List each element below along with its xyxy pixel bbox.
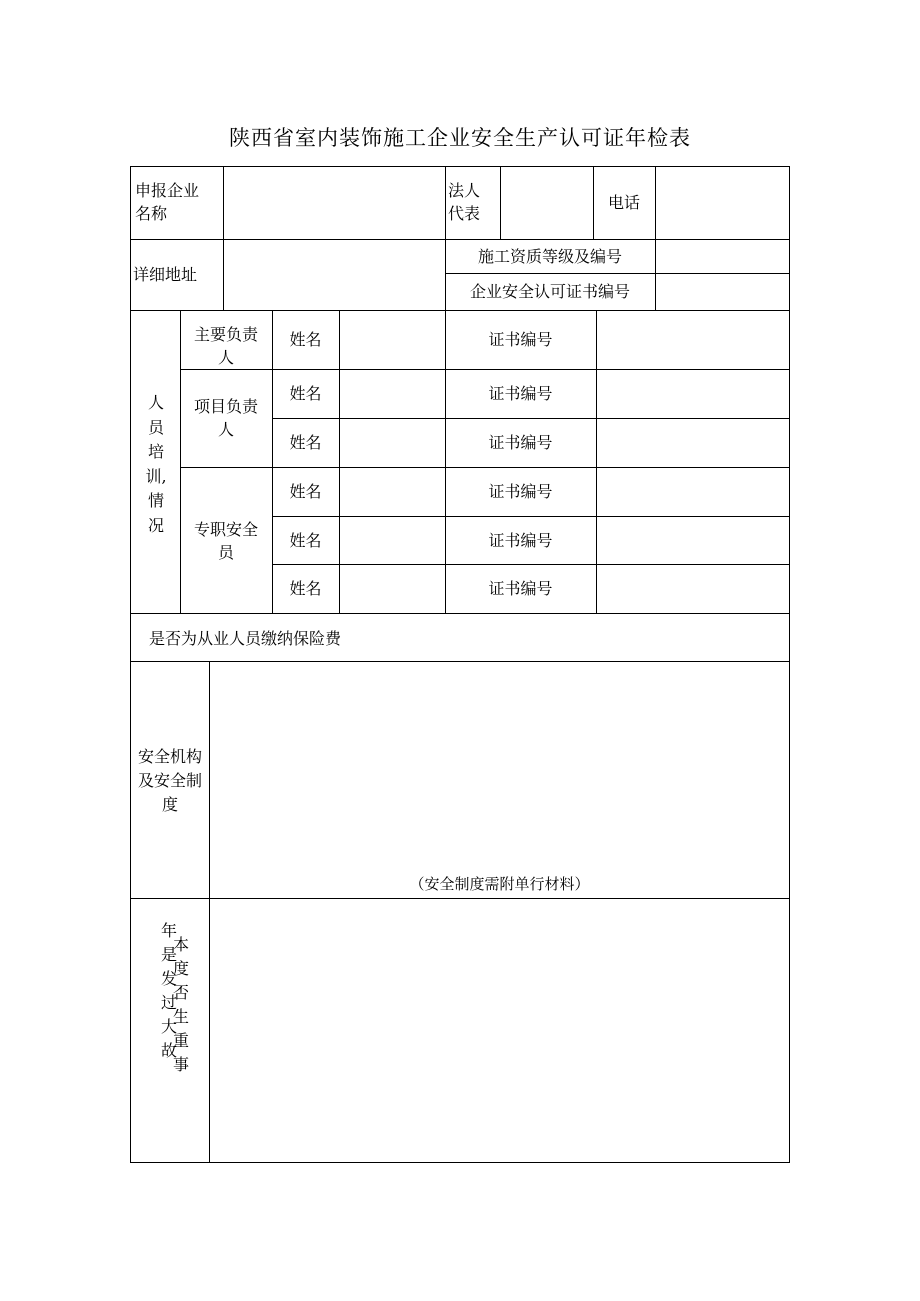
phone-field[interactable] [659,171,785,235]
staff-name-field[interactable] [343,421,442,464]
legal-rep-field[interactable] [504,171,589,235]
staff-name-field[interactable] [343,470,442,513]
col-divider [272,310,273,613]
row-divider [272,418,789,419]
row-divider [445,273,789,274]
address-field[interactable] [227,243,441,306]
col-divider [500,167,501,239]
staff-cert-field[interactable] [600,313,786,366]
name-label: 姓名 [289,384,322,403]
col-divider [445,310,446,613]
legal-rep-label: 法人 代表 [448,181,481,223]
col-divider [223,167,224,310]
permit-number-field[interactable] [659,276,785,307]
col-divider [655,167,656,310]
safety-org-label: 安全机构 及安全制 度 [137,747,202,814]
staff-name-field[interactable] [343,313,442,366]
safety-note: （安全制度需附单行材料） [409,875,590,893]
company-name-label: 申报企业 名称 [135,181,200,223]
safety-org-field[interactable] [213,665,785,865]
row-divider [131,898,789,899]
name-label: 姓名 [289,531,322,550]
col-divider [596,310,597,613]
page-title: 陕西省室内装饰施工企业安全生产认可证年检表 [229,126,691,150]
role-project-leader: 项目负责 人 [193,397,258,439]
row-divider [272,564,789,565]
phone-label: 电话 [607,193,640,212]
col-divider [339,310,340,613]
cert-no-label: 证书编号 [488,531,553,550]
role-safety-officer: 专职安全 员 [193,520,258,562]
role-main-leader: 主要负责 人 [193,325,258,367]
staff-name-field[interactable] [343,372,442,415]
qualification-field[interactable] [659,242,785,271]
cert-no-label: 证书编号 [488,384,553,403]
name-label: 姓名 [289,579,322,598]
company-name-field[interactable] [227,171,441,235]
staff-name-field[interactable] [343,567,442,610]
cert-no-label: 证书编号 [488,330,553,349]
staff-cert-field[interactable] [600,519,786,561]
name-label: 姓名 [289,482,322,501]
staff-cert-field[interactable] [600,470,786,513]
name-label: 姓名 [289,433,322,452]
accident-label-col2: 本度否生重事 [172,935,189,1074]
row-divider [131,310,789,311]
inspection-form [130,166,790,1163]
name-label: 姓名 [289,330,322,349]
row-divider [131,613,789,614]
staff-cert-field[interactable] [600,567,786,610]
row-divider [272,516,789,517]
cert-no-label: 证书编号 [488,579,553,598]
col-divider [209,661,210,1163]
staff-cert-field[interactable] [600,421,786,464]
qualification-label: 施工资质等级及编号 [477,247,622,266]
insurance-field[interactable] [431,616,786,658]
staff-training-label: 人 员 培 训, 情 况 [145,393,167,535]
cert-no-label: 证书编号 [488,482,553,501]
staff-name-field[interactable] [343,519,442,561]
accident-label-col1: 年是发过大故 [160,921,177,1060]
accident-field[interactable] [213,902,785,1159]
cert-no-label: 证书编号 [488,433,553,452]
permit-number-label: 企业安全认可证书编号 [469,282,630,301]
row-divider [131,661,789,662]
row-divider [131,239,789,240]
insurance-label: 是否为从业人员缴纳保险费 [149,629,342,648]
address-label: 详细地址 [133,265,198,284]
staff-cert-field[interactable] [600,372,786,415]
